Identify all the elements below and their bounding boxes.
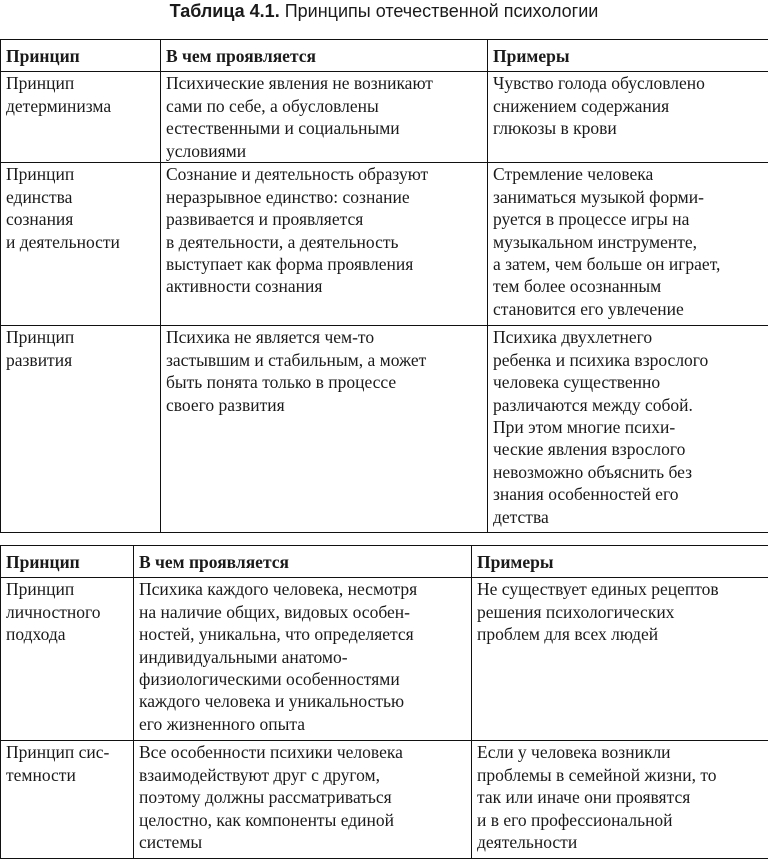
cell-line: своего развития [166,394,285,415]
principles-table-part-2 [0,545,768,859]
header-examples: Примеры [472,546,768,578]
cell-line: развития [6,349,73,370]
caption-label: Таблица 4.1. [169,1,280,21]
cell-line: ческие явления взрослого [493,439,686,460]
principle-cell [1,741,134,859]
cell-line: целостно, как компоненты единой [139,809,394,830]
cell-line: а затем, чем больше он играет, [493,254,721,275]
cell-line: застывшим и стабильным, а может [166,349,427,370]
cell-line: проблемы в семейной жизни, то [477,764,717,785]
table-row [1,578,768,741]
cell-line: развивается и проявляется [166,209,364,230]
table-header-row [1,40,768,72]
cell-line: Принцип [6,579,75,600]
cell-line: Если у человека возникли [477,742,671,763]
cell-line: решения психологических [477,601,675,622]
principle-cell [1,163,161,326]
cell-line: снижением содержания [493,95,670,116]
examples-cell [472,741,768,859]
header-manifestation: В чем проявляется [161,40,488,72]
cell-line: заниматься музыкой форми- [493,186,704,207]
table-header-row [1,546,768,578]
cell-line: детерминизма [6,95,112,116]
table-row [1,326,768,533]
header-examples: Примеры [488,40,768,72]
cell-line: на наличие общих, видовых особен- [139,601,410,622]
cell-line: деятельности [477,832,578,853]
examples-cell [472,578,768,741]
cell-line: Принцип сис- [6,742,110,763]
cell-line: Принцип [6,327,75,348]
cell-line: Психика не является чем-то [166,327,375,348]
cell-line: так или иначе они проявятся [477,787,691,808]
caption-title: Принципы отечественной психологии [284,1,599,21]
cell-line: и в его профессиональной [477,809,673,830]
cell-line: системы [139,832,203,853]
principle-cell [1,72,161,163]
cell-line: темности [6,764,76,785]
header-principle: Принцип [1,40,161,72]
cell-line: Психика каждого человека, несмотря [139,579,418,600]
cell-line: ностей, уникальна, что определяется [139,624,414,645]
table-row [1,72,768,163]
cell-line: личностного [6,601,101,622]
header-principle: Принцип [1,546,134,578]
cell-line: поэтому должны рассматриваться [139,787,392,808]
cell-line: При этом многие психи- [493,417,676,438]
cell-line: тем более осознанным [493,276,662,297]
table-caption [0,0,768,22]
examples-cell [488,326,768,533]
cell-line: Принцип [6,73,75,94]
cell-line: индивидуальными анатомо- [139,646,348,667]
cell-line: активности сознания [166,276,323,297]
cell-line: невозможно объяснить без [493,461,693,482]
cell-line: физиологическими особенностями [139,669,400,690]
manifestation-cell [134,578,472,741]
cell-line: музыкальном инструменте, [493,231,697,252]
table-row [1,163,768,326]
cell-line: в деятельности, а деятельность [166,231,399,252]
examples-cell [488,163,768,326]
cell-line: его жизненного опыта [139,713,305,734]
principle-cell [1,326,161,533]
cell-line: Психические явления не возникают [166,73,433,94]
cell-line: выступает как форма проявления [166,254,414,275]
cell-line: становится его увлечение [493,298,684,319]
cell-line: Психика двухлетнего [493,327,653,348]
cell-line: взаимодействуют друг с другом, [139,764,381,785]
cell-line: сознания [6,209,74,230]
cell-line: Сознание и деятельность образуют [166,164,429,185]
cell-line: Не существует единых рецептов [477,579,719,600]
cell-line: Чувство голода обусловлено [493,73,705,94]
cell-line: Стремление человека [493,164,654,185]
principles-table-part-1 [0,39,768,533]
cell-line: Принцип [6,164,75,185]
principle-cell [1,578,134,741]
cell-line: каждого человека и уникальностью [139,691,405,712]
cell-line: естественными и социальными [166,118,400,139]
cell-line: различаются между собой. [493,394,693,415]
manifestation-cell [161,326,488,533]
manifestation-cell [134,741,472,859]
cell-line: и деятельности [6,231,120,252]
cell-line: глюкозы в крови [493,118,617,139]
cell-line: ребенка и психика взрослого [493,349,709,370]
cell-line: знания особенностей его [493,484,679,505]
cell-line: сами по себе, а обусловлены [166,95,379,116]
cell-line: проблем для всех людей [477,624,659,645]
examples-cell [488,72,768,163]
cell-line: быть понята только в процессе [166,372,397,393]
cell-line: Все особенности психики человека [139,742,403,763]
manifestation-cell [161,163,488,326]
cell-line: руется в процессе игры на [493,209,690,230]
table-row [1,741,768,859]
cell-line: неразрывное единство: сознание [166,186,410,207]
cell-line: детства [493,506,549,527]
header-manifestation: В чем проявляется [134,546,472,578]
cell-line: условиями [166,140,247,161]
manifestation-cell [161,72,488,163]
cell-line: человека существенно [493,372,661,393]
cell-line: единства [6,186,73,207]
cell-line: подхода [6,624,66,645]
